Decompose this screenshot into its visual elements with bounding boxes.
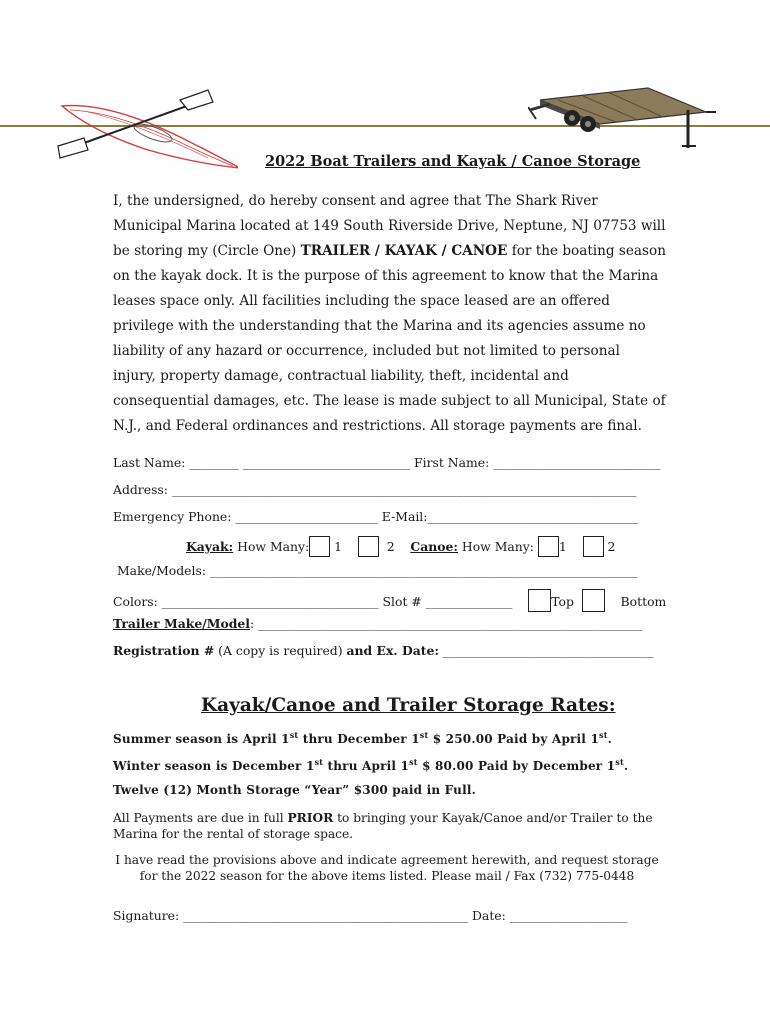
provisions-note <box>113 852 661 884</box>
agreement-text: for the boating season <box>507 243 666 259</box>
exdate-label: and Ex. Date: <box>346 643 439 658</box>
kayak-label: Kayak: <box>186 539 234 554</box>
name-field-row[interactable]: Last Name: ________ ___________________________ First Name: ___________________________ <box>113 455 661 470</box>
agreement-line: Municipal Marina located at 149 South Riverside Drive, Neptune, NJ 07753 will <box>113 218 666 234</box>
ordinal-suffix: st <box>409 757 418 767</box>
prior-emphasis: PRIOR <box>287 811 334 825</box>
bottom-label: Bottom <box>620 594 667 609</box>
registration-note: (A copy is required) <box>214 643 347 658</box>
agreement-line: privilege with the understanding that the Marina and its agencies assume no <box>113 318 646 334</box>
how-many-label: How Many: <box>237 539 310 554</box>
provisions-text: I have read the provisions above and indicate agreement herewith, and request storage <box>115 853 659 867</box>
agreement-line: consequential damages, etc. The lease is made subject to all Municipal, State of <box>113 393 666 409</box>
agreement-line: liability of any hazard or occurrence, included but not limited to personal <box>113 343 620 359</box>
slot-top-checkbox[interactable] <box>528 589 551 612</box>
agreement-line: leases space only. All facilities including the space leased are an offered <box>113 293 610 309</box>
address-field[interactable]: Address: ___________________________________________________________________________ <box>113 482 637 497</box>
payments-note <box>113 810 673 842</box>
ordinal-suffix: st <box>419 730 429 740</box>
how-many-label: How Many: <box>461 539 534 554</box>
canoe-label: Canoe: <box>410 539 458 554</box>
agreement-line <box>113 239 666 264</box>
trailer-model-label: Trailer Make/Model <box>113 616 250 631</box>
agreement-paragraph <box>113 189 666 439</box>
option-label: 2 <box>386 539 395 554</box>
canoe-count-2-checkbox[interactable] <box>583 536 604 557</box>
slot-bottom-checkbox[interactable] <box>582 589 605 612</box>
twelve-month-rate: Twelve (12) Month Storage “Year” $300 paid in Full. <box>113 783 476 797</box>
emergency-email-row[interactable]: Emergency Phone: _______________________ E-Mail:__________________________________ <box>113 509 639 524</box>
agreement-line: injury, property damage, contractual liability, theft, incidental and <box>113 368 569 384</box>
rate-text: . <box>607 732 612 746</box>
signature-date-row[interactable]: Signature: ______________________________________________ Date: ___________________ <box>113 908 628 923</box>
rates-heading: Kayak/Canoe and Trailer Storage Rates: <box>201 695 616 716</box>
colors-slot-row <box>113 589 666 612</box>
kayak-count-2-checkbox[interactable] <box>358 536 379 557</box>
ordinal-suffix: st <box>615 757 624 767</box>
rate-text: . <box>623 759 629 773</box>
rate-text: thru December 1 <box>298 732 420 746</box>
rate-text: thru April 1 <box>323 759 410 773</box>
trailer-icon <box>528 82 718 152</box>
canoe-count-1-checkbox[interactable] <box>538 536 559 557</box>
option-label: 1 <box>558 539 567 554</box>
option-label: 1 <box>334 539 343 554</box>
top-label: Top <box>551 594 574 609</box>
winter-rate <box>113 757 628 773</box>
page-title: 2022 Boat Trailers and Kayak / Canoe Storage <box>265 153 641 170</box>
rate-text: $ 250.00 Paid by April 1 <box>428 732 599 746</box>
payments-text: Marina for the rental of storage space. <box>113 827 354 841</box>
ordinal-suffix: st <box>314 757 324 767</box>
rate-text: Summer season is April 1 <box>113 732 290 746</box>
trailer-model-row <box>113 616 642 631</box>
payments-text: to bringing your Kayak/Canoe and/or Trailer to the <box>333 811 653 825</box>
rate-text: $ 80.00 Paid by December 1 <box>417 759 616 773</box>
agreement-line: on the kayak dock. It is the purpose of this agreement to know that the Marina <box>113 268 659 284</box>
kayak-canoe-count-row <box>186 536 615 557</box>
make-models-field[interactable]: Make/Models: _____________________________________________________________________ <box>117 563 638 578</box>
provisions-text: for the 2022 season for the above items listed. Please mail / Fax (732) 775-0448 <box>139 869 635 883</box>
storage-type-options: TRAILER / KAYAK / CANOE <box>300 243 508 259</box>
summer-rate <box>113 730 612 746</box>
payments-text: All Payments are due in full <box>113 811 288 825</box>
kayak-paddle-icon <box>48 88 238 178</box>
registration-row <box>113 643 654 658</box>
registration-label: Registration # <box>113 643 215 658</box>
colors-slot-field[interactable]: Colors: ___________________________________ Slot # ______________ <box>113 594 513 609</box>
ordinal-suffix: st <box>289 730 299 740</box>
exdate-field[interactable]: __________________________________ <box>438 643 654 658</box>
agreement-line: I, the undersigned, do hereby consent and agree that The Shark River <box>113 193 598 209</box>
rate-text: Winter season is December 1 <box>113 759 315 773</box>
option-label: 2 <box>607 539 616 554</box>
agreement-line: N.J., and Federal ordinances and restrictions. All storage payments are final. <box>113 418 642 434</box>
ordinal-suffix: st <box>599 730 608 740</box>
agreement-text: be storing my (Circle One) <box>113 243 301 259</box>
trailer-model-field[interactable]: : ______________________________________________________________ <box>250 616 643 631</box>
kayak-count-1-checkbox[interactable] <box>309 536 330 557</box>
